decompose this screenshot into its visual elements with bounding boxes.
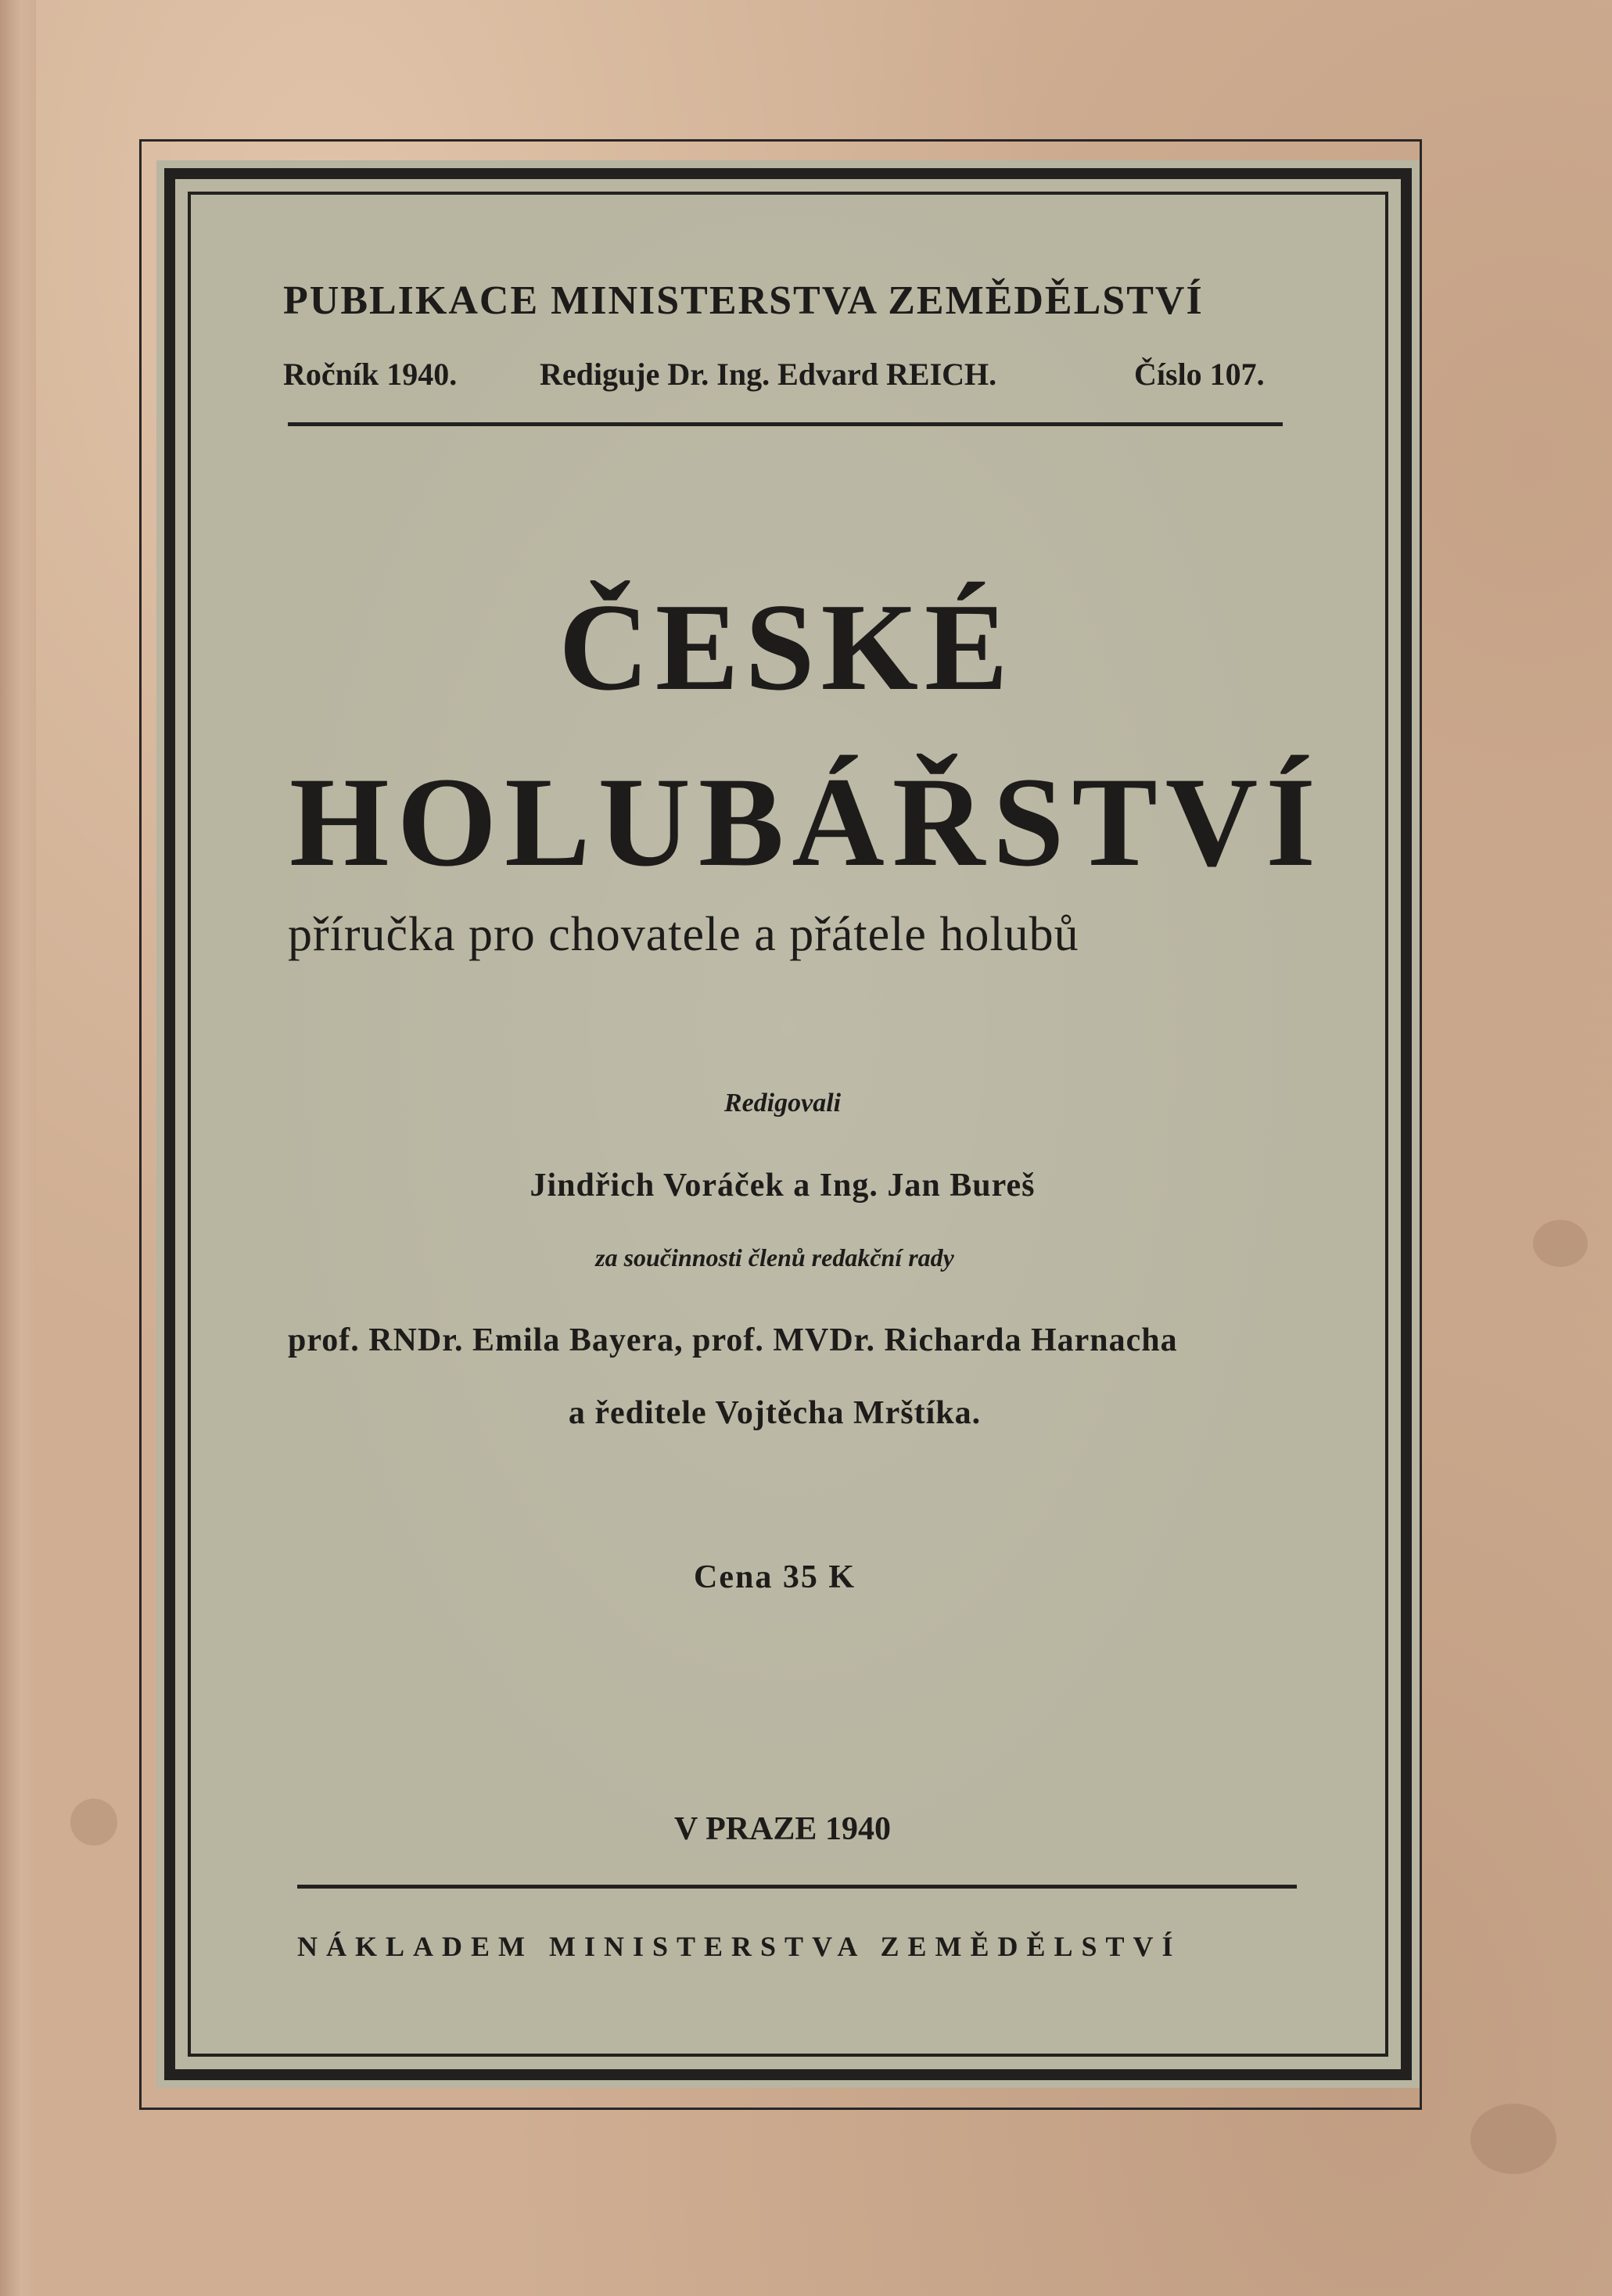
stain <box>1470 2104 1556 2174</box>
book-subtitle: příručka pro chovatele a přátele holubů <box>288 908 1079 961</box>
editors: Jindřich Voráček a Ing. Jan Bureš <box>530 1168 1036 1204</box>
book-title-line-2: HOLUBÁŘSTVÍ <box>289 752 1324 893</box>
footer-divider <box>297 1885 1297 1889</box>
publisher: NÁKLADEM MINISTERSTVA ZEMĚDĚLSTVÍ <box>297 1931 1182 1962</box>
cover-spine-edge <box>0 0 36 2296</box>
header-divider <box>288 422 1283 426</box>
series-title: PUBLIKACE MINISTERSTVA ZEMĚDĚLSTVÍ <box>283 278 1204 323</box>
inner-frame <box>188 192 1388 2057</box>
cooperation-note: za součinnosti členů redakční rady <box>595 1243 954 1272</box>
series-year: Ročník 1940. <box>283 357 458 392</box>
place-year: V PRAZE 1940 <box>674 1811 891 1847</box>
board-members-line-1: prof. RNDr. Emila Bayera, prof. MVDr. Richarda Harnacha <box>288 1322 1178 1358</box>
board-members-line-2: a ředitele Vojtěcha Mrštíka. <box>568 1395 982 1431</box>
series-number: Číslo 107. <box>1134 357 1265 392</box>
edited-by-label: Redigovali <box>723 1089 842 1118</box>
series-editor: Rediguje Dr. Ing. Edvard REICH. <box>540 357 997 392</box>
book-title-line-1: ČESKÉ <box>558 577 1014 716</box>
price: Cena 35 K <box>694 1559 856 1595</box>
